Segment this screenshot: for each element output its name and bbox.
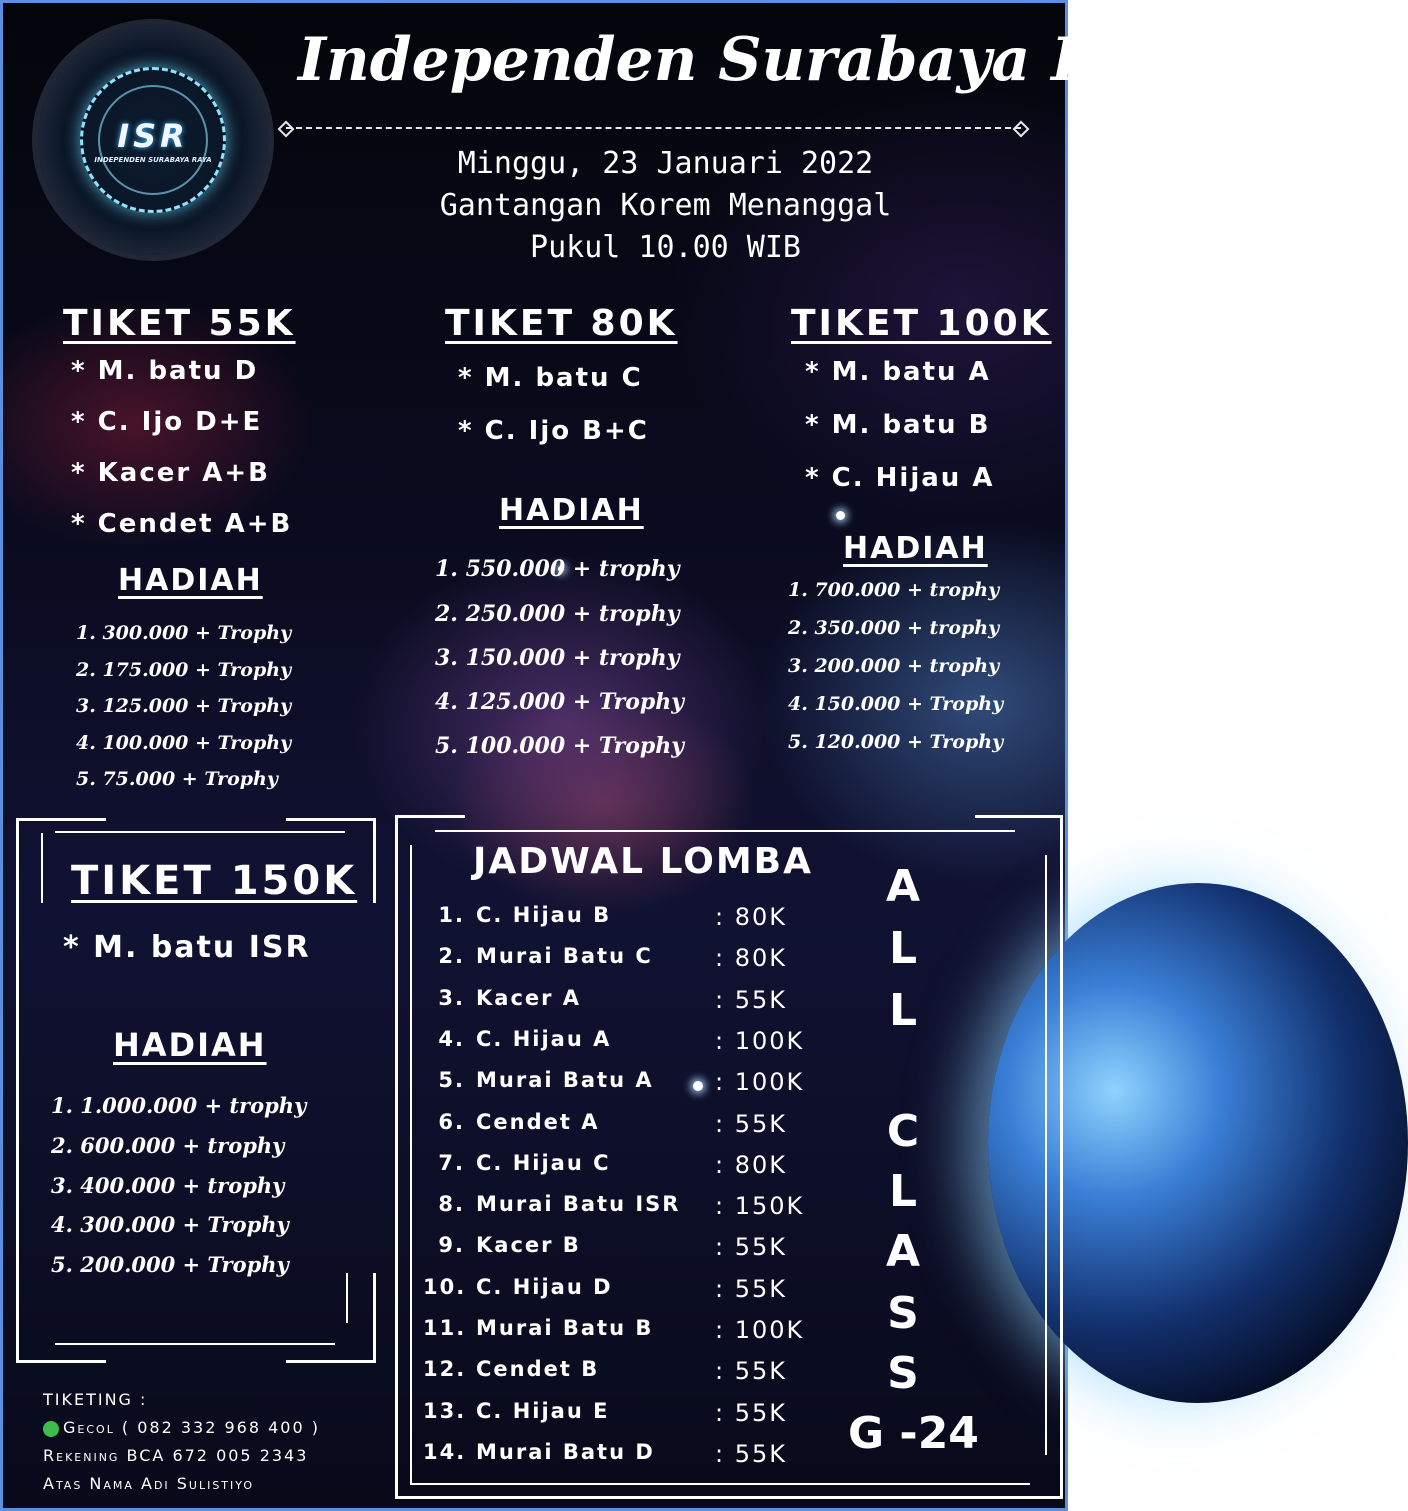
contact-text: Gecol ( 082 332 968 400 ): [63, 1418, 320, 1437]
schedule-row-price: : 55K: [715, 985, 787, 1014]
schedule-row-name: Murai Batu D: [476, 1439, 655, 1464]
schedule-row-number: 8.: [438, 1192, 465, 1217]
ticket-label: TIKET 55K: [63, 303, 296, 344]
ticket-label: TIKET 150K: [71, 858, 358, 904]
page-title: Independen Surabaya Raya: [298, 25, 1215, 95]
schedule-row: [423, 1110, 843, 1151]
schedule-row-number: 14.: [423, 1439, 467, 1464]
event-date: Minggu, 23 Januari 2022: [457, 146, 874, 181]
frame-line: [41, 833, 43, 903]
schedule-row-name: Kacer A: [476, 985, 582, 1010]
ticketing-info: [43, 1386, 320, 1498]
schedule-row: [423, 944, 843, 985]
schedule-row-name: C. Hijau E: [476, 1398, 610, 1423]
schedule-row-name: Murai Batu B: [476, 1316, 654, 1340]
prize-line: 2. 175.000 + Trophy: [76, 659, 292, 681]
prize-line: 3. 125.000 + Trophy: [76, 695, 292, 717]
schedule-row-name: C. Hijau A: [476, 1026, 612, 1051]
schedule-row-price: : 55K: [715, 1274, 787, 1303]
schedule-row-number: 3.: [438, 985, 465, 1010]
isr-logo: [38, 25, 268, 255]
prize-line: 2. 350.000 + trophy: [788, 617, 1000, 639]
event-time: Pukul 10.00 WIB: [530, 230, 801, 265]
prize-line: 4. 150.000 + Trophy: [788, 693, 1004, 715]
schedule-row-name: Kacer B: [476, 1233, 581, 1258]
schedule-row-price: : 55K: [715, 1109, 787, 1138]
schedule-row-number: 11.: [423, 1316, 467, 1340]
schedule-row-number: 9.: [438, 1233, 465, 1258]
schedule-row-name: Murai Batu ISR: [476, 1192, 681, 1217]
prize-line: 3. 150.000 + trophy: [435, 645, 680, 671]
prize-line: 4. 100.000 + Trophy: [76, 732, 292, 754]
bank-account: Rekening BCA 672 005 2343: [43, 1446, 309, 1465]
schedule-row-name: C. Hijau D: [476, 1274, 613, 1299]
prize-line: 2. 600.000 + trophy: [51, 1133, 285, 1158]
schedule-row: [423, 986, 843, 1027]
schedule-row: [423, 1068, 843, 1109]
star-decoration: [836, 511, 845, 520]
prize-line: 1. 700.000 + trophy: [788, 579, 1000, 601]
ticket-class: * C. Hijau A: [805, 463, 995, 493]
prize-line: 4. 125.000 + Trophy: [435, 689, 685, 715]
schedule-row-price: : 55K: [715, 1233, 787, 1262]
all-class-letter: S: [887, 1288, 919, 1339]
schedule-row-name: Murai Batu A: [476, 1068, 654, 1093]
prize-line: 1. 550.000 + trophy: [435, 556, 680, 582]
title-divider: [286, 127, 1021, 129]
schedule-row-number: 2.: [438, 944, 465, 969]
all-class-letter: L: [888, 1166, 918, 1217]
schedule-row: [423, 1151, 843, 1192]
schedule-row-number: 1.: [438, 903, 465, 927]
ticket-class: * M. batu B: [805, 410, 991, 440]
schedule-row-price: : 80K: [715, 944, 787, 973]
ticket-class: * M. batu D: [71, 356, 259, 386]
schedule-row-number: 12.: [423, 1357, 467, 1382]
ticket-class: * C. Ijo B+C: [458, 416, 649, 446]
prize-line: 2. 250.000 + trophy: [435, 601, 680, 627]
schedule-row-name: Cendet B: [476, 1357, 600, 1382]
schedule-row: [423, 903, 843, 944]
all-class-letter: L: [888, 923, 918, 974]
logo-text: ISR: [117, 117, 189, 155]
ticket-class: * Cendet A+B: [71, 509, 293, 539]
all-class-letter: A: [885, 861, 921, 912]
frame-line: [55, 831, 345, 833]
schedule-row: [423, 1316, 843, 1357]
all-class-letter: L: [888, 985, 918, 1036]
frame-line: [55, 1343, 335, 1345]
ticket-class: * M. batu C: [458, 363, 643, 393]
schedule-row-number: 10.: [423, 1274, 467, 1299]
schedule-title: JADWAL LOMBA: [473, 841, 813, 882]
schedule-row: [423, 1233, 843, 1274]
schedule-row-name: Murai Batu C: [476, 944, 653, 969]
schedule-row-name: Cendet A: [476, 1109, 600, 1134]
schedule-row-price: : 100K: [715, 1316, 805, 1344]
schedule-row-number: 13.: [423, 1398, 467, 1423]
schedule-row-number: 4.: [438, 1026, 465, 1051]
hadiah-heading: HADIAH: [118, 563, 263, 598]
schedule-row: [423, 1027, 843, 1068]
ticket-label: TIKET 80K: [445, 303, 678, 344]
prize-line: 4. 300.000 + Trophy: [51, 1212, 289, 1237]
prize-line: 5. 75.000 + Trophy: [76, 768, 278, 790]
frame-line: [346, 1273, 348, 1323]
ticketing-label: TIKETING :: [43, 1390, 148, 1409]
prize-line: 5. 200.000 + Trophy: [51, 1252, 289, 1277]
all-class-letter: S: [887, 1348, 919, 1399]
schedule-row-price: : 55K: [715, 1439, 787, 1468]
schedule-row-number: 7.: [438, 1150, 465, 1175]
schedule-row-number: 6.: [438, 1109, 465, 1134]
whatsapp-icon: [43, 1421, 59, 1437]
schedule-row-name: C. Hijau C: [476, 1150, 611, 1175]
event-venue: Gantangan Korem Menanggal: [439, 188, 892, 223]
schedule-row: [423, 1399, 843, 1440]
prize-line: 1. 1.000.000 + trophy: [51, 1093, 307, 1118]
ticket-55k-section: [63, 303, 363, 344]
schedule-row-price: : 100K: [715, 1026, 805, 1055]
schedule-row-price: : 80K: [715, 1150, 787, 1179]
prize-line: 5. 100.000 + Trophy: [435, 733, 685, 759]
schedule-row-price: : 150K: [715, 1192, 805, 1221]
ticket-class: * M. batu ISR: [63, 930, 311, 965]
ticketing-contact: [43, 1414, 320, 1442]
schedule-row: [423, 1192, 843, 1233]
schedule-row: [423, 1440, 843, 1481]
account-holder: Atas Nama Adi Sulistiyo: [43, 1474, 255, 1493]
all-class-letter: C: [886, 1106, 920, 1157]
event-info: [403, 143, 928, 269]
schedule-row-price: : 55K: [715, 1398, 787, 1427]
prize-line: 3. 400.000 + trophy: [51, 1173, 285, 1198]
all-class-letter: A: [885, 1226, 921, 1277]
schedule-row-number: 5.: [438, 1068, 465, 1093]
ticket-label: TIKET 100K: [791, 303, 1052, 344]
logo-subtext: INDEPENDEN SURABAYA RAYA: [94, 156, 212, 164]
ticket-class: * Kacer A+B: [71, 458, 270, 488]
ticket-class: * C. Ijo D+E: [71, 407, 263, 437]
prize-line: 1. 300.000 + Trophy: [76, 622, 292, 644]
prize-line: 3. 200.000 + trophy: [788, 655, 1000, 677]
class-tag: G -24: [848, 1408, 979, 1459]
ticket-class: * M. batu A: [805, 357, 991, 387]
schedule-row-price: : 100K: [715, 1068, 805, 1097]
hadiah-heading: HADIAH: [113, 1026, 267, 1064]
schedule-row-name: C. Hijau B: [476, 903, 612, 927]
schedule-row: [423, 1275, 843, 1316]
schedule-row: [423, 1357, 843, 1398]
schedule-row-price: : 80K: [715, 903, 787, 931]
hadiah-heading: HADIAH: [843, 531, 988, 566]
hadiah-heading: HADIAH: [499, 493, 644, 528]
schedule-row-price: : 55K: [715, 1357, 787, 1386]
prize-line: 5. 120.000 + Trophy: [788, 731, 1004, 753]
